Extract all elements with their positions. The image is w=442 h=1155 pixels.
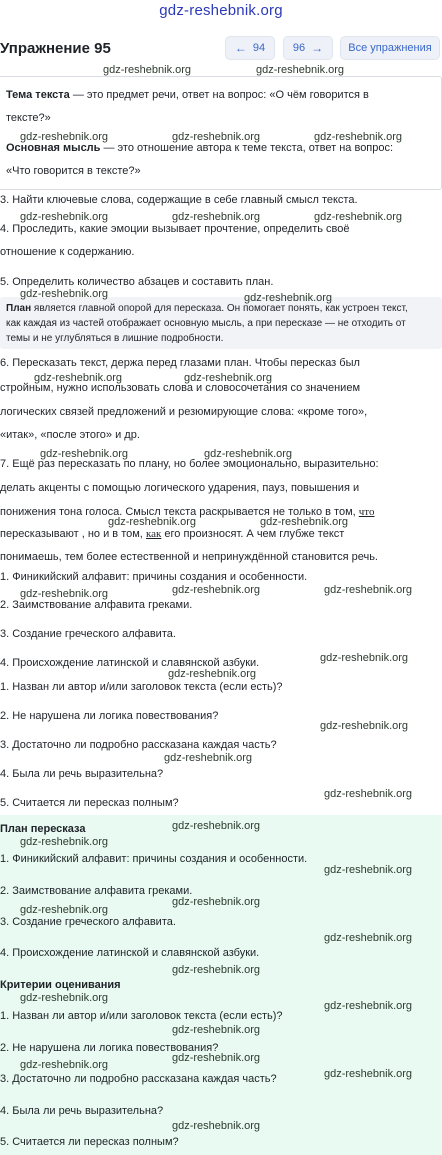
criteria-item: 4. Была ли речь выразительна? — [0, 1105, 164, 1117]
plan-item: 2. Заимствование алфавита греками. — [0, 885, 193, 897]
watermark: gdz-reshebnik.org — [324, 584, 413, 596]
watermark: gdz-reshebnik.org — [260, 516, 349, 528]
watermark: gdz-reshebnik.org — [314, 211, 403, 223]
arrow-left-icon: ← — [234, 41, 247, 55]
criteria-heading: Критерии оценивания — [0, 979, 121, 991]
watermark: gdz-reshebnik.org — [20, 1059, 109, 1071]
watermark: gdz-reshebnik.org — [34, 372, 123, 384]
watermark: gdz-reshebnik.org — [204, 448, 293, 460]
list-item: 3. Создание греческого алфавита. — [0, 628, 176, 640]
watermark: gdz-reshebnik.org — [108, 516, 197, 528]
plan-heading: План пересказа — [0, 823, 86, 835]
plan-note-line-3: темы и не углубляться в лишние подробности. — [6, 333, 224, 344]
plan-item: 1. Финикийский алфавит: причины создания и особенности. — [0, 853, 308, 865]
step-7-line-3: понижения тона голоса. Смысл текста раскрывается не только в том, что — [0, 506, 375, 518]
plan-note-line-2: как каждая из частей отображает основную мысль, а при пересказе — не отходить от — [6, 318, 406, 329]
watermark: gdz-reshebnik.org — [40, 448, 129, 460]
idea-definition: Основная мысль — это отношение автора к теме текста, ответ на вопрос: — [6, 142, 394, 154]
all-exercises-button[interactable] — [340, 36, 440, 60]
next-exercise-label: 96 — [292, 42, 306, 54]
watermark: gdz-reshebnik.org — [164, 752, 253, 764]
watermark: gdz-reshebnik.org — [172, 1024, 261, 1036]
watermark: gdz-reshebnik.org — [103, 64, 192, 76]
all-exercises-label: Все упражнения — [348, 42, 432, 54]
list-item: 4. Происхождение латинской и славянской азбуки. — [0, 657, 260, 669]
step-7-line-1: 7. Ещё раз пересказать по плану, но более эмоционально, выразительно: — [0, 458, 379, 470]
list-item: 3. Достаточно ли подробно рассказана каждая часть? — [0, 739, 277, 751]
watermark: gdz-reshebnik.org — [172, 584, 261, 596]
watermark: gdz-reshebnik.org — [20, 288, 109, 300]
step-5: 5. Определить количество абзацев и составить план. — [0, 276, 274, 288]
criteria-item: 3. Достаточно ли подробно рассказана каждая часть? — [0, 1073, 277, 1085]
criteria-item: 5. Считается ли пересказ полным? — [0, 1136, 179, 1148]
watermark: gdz-reshebnik.org — [172, 211, 261, 223]
watermark: gdz-reshebnik.org — [314, 131, 403, 143]
list-item: 5. Считается ли пересказ полным? — [0, 797, 179, 809]
watermark: gdz-reshebnik.org — [20, 904, 109, 916]
step-6-line-3: логических связей предложений и резюмирующие слова: «кроме того», — [0, 406, 368, 418]
step-4: 4. Проследить, какие эмоции вызывает прочтение, определить своё — [0, 223, 350, 235]
step-4-cont: отношение к содержанию. — [0, 246, 135, 258]
watermark: gdz-reshebnik.org — [172, 1052, 261, 1064]
idea-definition-cont: «Что говорится в тексте?» — [6, 165, 141, 177]
prev-exercise-button[interactable] — [225, 36, 275, 60]
criteria-item: 2. Не нарушена ли логика повествования? — [0, 1042, 219, 1054]
step-7-line-5: понимаешь, тем более естественной и непринуждённой становится речь. — [0, 551, 378, 563]
watermark: gdz-reshebnik.org — [172, 896, 261, 908]
arrow-right-icon: → — [311, 41, 324, 55]
step-6-line-4: «итак», «после этого» и др. — [0, 429, 140, 441]
watermark: gdz-reshebnik.org — [256, 64, 345, 76]
step-7-line-2: делать акценты с помощью логического ударения, пауз, повышения и — [0, 482, 360, 494]
watermark: gdz-reshebnik.org — [172, 820, 261, 832]
step-6-line-2: стройным, нужно использовать слова и словосочетания со значением — [0, 382, 361, 394]
site-link[interactable]: gdz-reshebnik.org — [159, 2, 283, 19]
list-item: 2. Не нарушена ли логика повествования? — [0, 710, 219, 722]
watermark: gdz-reshebnik.org — [168, 668, 257, 680]
prev-exercise-label: 94 — [252, 42, 266, 54]
watermark: gdz-reshebnik.org — [324, 788, 413, 800]
watermark: gdz-reshebnik.org — [320, 720, 409, 732]
watermark: gdz-reshebnik.org — [172, 131, 261, 143]
plan-item: 4. Происхождение латинской и славянской азбуки. — [0, 947, 260, 959]
step-7-line-4: пересказывают , но и в том, как его произносят. А чем глубже текст — [0, 528, 345, 540]
step-3: 3. Найти ключевые слова, содержащие в себе главный смысл текста. — [0, 194, 358, 206]
plan-note-line-1: План является главной опорой для пересказа. Он помогает понять, как устроен текст, — [6, 303, 408, 314]
next-exercise-button[interactable] — [283, 36, 333, 60]
list-item: 1. Назван ли автор и/или заголовок текста (если есть)? — [0, 681, 283, 693]
watermark: gdz-reshebnik.org — [20, 211, 109, 223]
watermark: gdz-reshebnik.org — [244, 292, 333, 304]
watermark: gdz-reshebnik.org — [172, 1120, 261, 1132]
watermark: gdz-reshebnik.org — [324, 864, 413, 876]
list-item: 4. Была ли речь выразительна? — [0, 768, 164, 780]
watermark: gdz-reshebnik.org — [324, 1068, 413, 1080]
watermark: gdz-reshebnik.org — [320, 652, 409, 664]
topic-definition: Тема текста — это предмет речи, ответ на вопрос: «О чём говорится в — [6, 89, 369, 101]
watermark: gdz-reshebnik.org — [20, 588, 109, 600]
step-6-line-1: 6. Пересказать текст, держа перед глазами план. Чтобы пересказ был — [0, 357, 360, 369]
list-item: 1. Финикийский алфавит: причины создания и особенности. — [0, 571, 308, 583]
watermark: gdz-reshebnik.org — [20, 131, 109, 143]
topic-definition-cont: тексте?» — [6, 112, 51, 124]
watermark: gdz-reshebnik.org — [172, 964, 261, 976]
watermark: gdz-reshebnik.org — [324, 1000, 413, 1012]
watermark: gdz-reshebnik.org — [20, 836, 109, 848]
watermark: gdz-reshebnik.org — [324, 932, 413, 944]
list-item: 2. Заимствование алфавита греками. — [0, 599, 193, 611]
criteria-item: 1. Назван ли автор и/или заголовок текста (если есть)? — [0, 1010, 283, 1022]
plan-item: 3. Создание греческого алфавита. — [0, 916, 176, 928]
watermark: gdz-reshebnik.org — [20, 992, 109, 1004]
watermark: gdz-reshebnik.org — [184, 372, 273, 384]
page-title: Упражнение 95 — [0, 40, 111, 57]
